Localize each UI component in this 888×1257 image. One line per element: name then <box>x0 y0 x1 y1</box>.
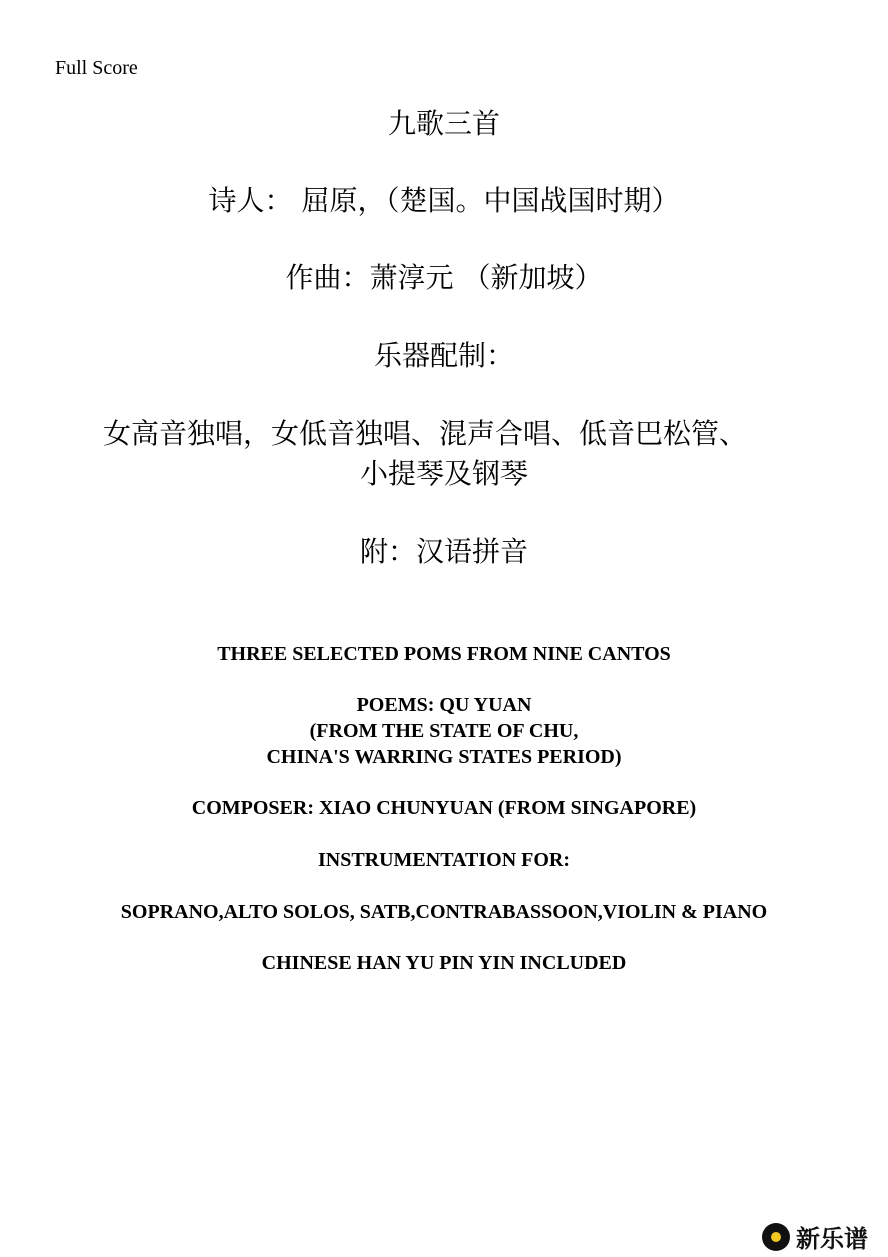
chinese-instrumentation-line2: 小提琴及钢琴 <box>359 457 528 490</box>
record-icon <box>762 1223 790 1251</box>
watermark <box>762 1219 868 1254</box>
english-poems-line1: POEMS: QU YUAN <box>356 694 532 716</box>
chinese-instrumentation-heading: 乐器配制： <box>373 339 514 372</box>
english-composer-line: COMPOSER: XIAO CHUNYUAN (FROM SINGAPORE) <box>191 797 697 819</box>
chinese-instrumentation-line1: 女高音独唱，女低音独唱、混声合唱、低音巴松管、 <box>103 417 748 450</box>
chinese-appendix-line: 附：汉语拼音 <box>359 535 528 568</box>
chinese-composer-line: 作曲：萧淳元 （新加坡） <box>285 261 603 294</box>
full-score-label: Full Score <box>55 57 138 79</box>
chinese-title: 九歌三首 <box>387 107 500 140</box>
english-instrumentation-line: SOPRANO,ALTO SOLOS, SATB,CONTRABASSOON,VIOLIN & PIANO <box>120 901 768 923</box>
watermark-text: 新乐谱 <box>796 1225 868 1253</box>
chinese-poet-line: 诗人： 屈原，（楚国。中国战国时期） <box>208 184 680 217</box>
english-pinyin-note: CHINESE HAN YU PIN YIN INCLUDED <box>261 952 627 974</box>
english-instrumentation-heading: INSTRUMENTATION FOR: <box>317 849 571 871</box>
english-poems-line2: (FROM THE STATE OF CHU, <box>309 720 579 742</box>
english-title: THREE SELECTED POMS FROM NINE CANTOS <box>217 643 671 665</box>
english-poems-line3: CHINA'S WARRING STATES PERIOD) <box>266 746 622 768</box>
